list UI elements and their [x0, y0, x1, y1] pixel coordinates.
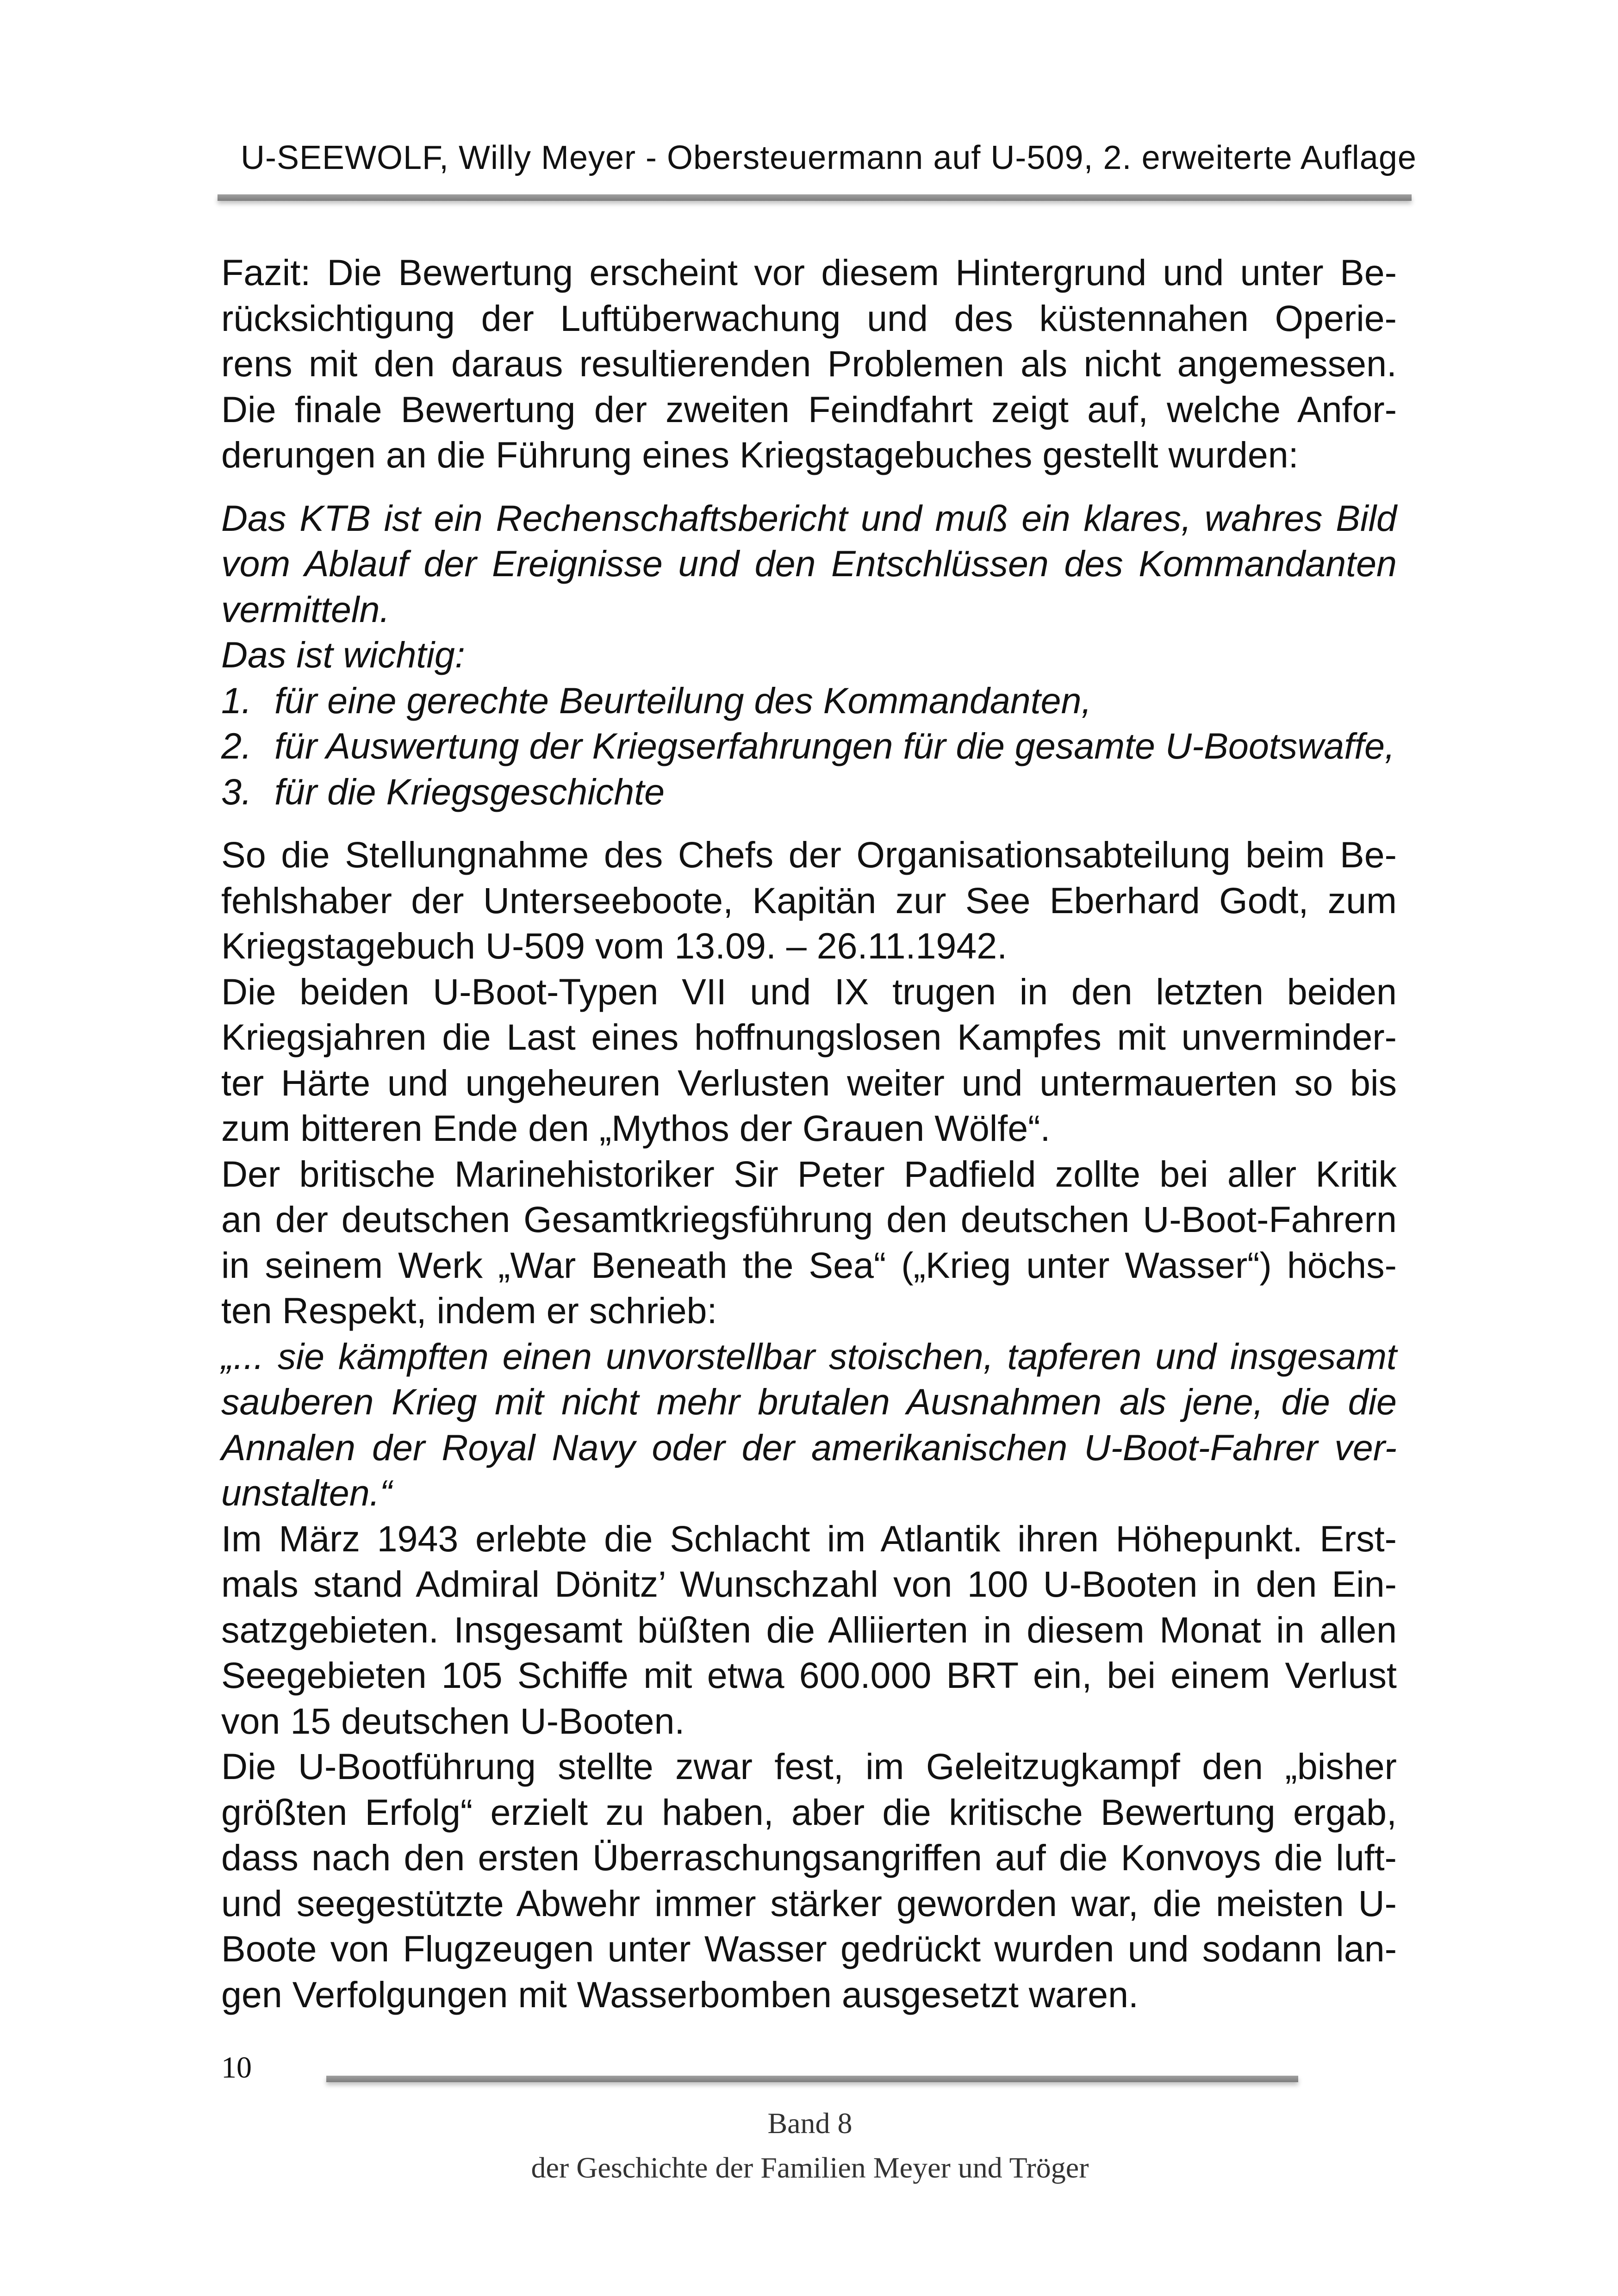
text-line: derungen an die Führung eines Kriegstagebuches gestellt wurden:: [221, 434, 1299, 475]
list-item: [221, 723, 1397, 769]
footer-series: der Geschichte der Familien Meyer und Tröger: [531, 2151, 1089, 2184]
text-line: gen Verfolgungen mit Wasserbomben ausgesetzt waren.: [221, 1973, 1139, 2015]
text-line: dass nach den ersten Überraschungsangriffen auf die Konvoys die luft-: [221, 1837, 1397, 1878]
text-line: zum bitteren Ende den „Mythos der Grauen Wölfe“.: [221, 1108, 1051, 1149]
text-line: Die beiden U-Boot-Typen VII und IX trugen in den letzten beiden: [221, 971, 1397, 1012]
quote-line: unstalten.“: [221, 1472, 392, 1513]
text-line: an der deutschen Gesamtkriegsführung den deutschen U-Boot-Fahrern: [221, 1199, 1397, 1240]
text-line: Fazit: Die Bewertung erscheint vor diesem Hintergrund und unter Be-: [221, 252, 1397, 293]
quote-line: vermitteln.: [221, 588, 390, 630]
list-number: 3.: [221, 771, 252, 812]
list-text: für Auswertung der Kriegserfahrungen für die gesamte U-Bootswaffe,: [274, 725, 1395, 766]
quote-line: sauberen Krieg mit nicht mehr brutalen Ausnahmen als jene, die die: [221, 1381, 1397, 1422]
quote-lead: Das ist wichtig:: [221, 634, 465, 675]
text-line: Kriegsjahren die Last eines hoffnungslosen Kampfes mit unverminder-: [221, 1016, 1397, 1058]
text-line: rens mit den daraus resultierenden Problemen als nicht angemessen.: [221, 343, 1397, 384]
text-line: Kriegstagebuch U-509 vom 13.09. – 26.11.1942.: [221, 925, 1008, 966]
header-divider: [218, 194, 1412, 201]
running-header: U-SEEWOLF, Willy Meyer - Obersteuermann auf U-509, 2. erweiterte Auflage: [241, 139, 1417, 176]
text-line: rücksichtigung der Luftüberwachung und des küstennahen Operie-: [221, 297, 1397, 339]
quote-line: Das KTB ist ein Rechenschaftsbericht und muß ein klares, wahres Bild: [221, 497, 1397, 539]
text-line: satzgebieten. Insgesamt büßten die Alliierten in diesem Monat in allen: [221, 1609, 1397, 1650]
page-number: 10: [221, 2051, 252, 2084]
list-text: für eine gerechte Beurteilung des Kommandanten,: [274, 679, 1092, 721]
text-line: von 15 deutschen U-Booten.: [221, 1700, 685, 1742]
quote-line: „... sie kämpften einen unvorstellbar stoischen, tapferen und insgesamt: [221, 1335, 1397, 1377]
text-line: ten Respekt, indem er schrieb:: [221, 1290, 717, 1331]
text-line: und seegestützte Abwehr immer stärker geworden war, die meisten U-: [221, 1882, 1397, 1924]
text-line: größten Erfolg“ erzielt zu haben, aber die kritische Bewertung ergab,: [221, 1791, 1397, 1833]
quote-line: Annalen der Royal Navy oder der amerikanischen U-Boot-Fahrer ver-: [221, 1426, 1397, 1468]
text-line: in seinem Werk „War Beneath the Sea“ („Krieg unter Wasser“) höchs-: [221, 1244, 1397, 1286]
text-line: fehlshaber der Unterseeboote, Kapitän zur See Eberhard Godt, zum: [221, 879, 1397, 921]
text-line: Der britische Marinehistoriker Sir Peter Padfield zollte bei aller Kritik: [221, 1153, 1397, 1195]
page-body: [221, 250, 1397, 2017]
text-line: mals stand Admiral Dönitz’ Wunschzahl von 100 U-Booten in den Ein-: [221, 1563, 1397, 1605]
paragraph-group-main: [221, 832, 1397, 2017]
footer-divider: [326, 2076, 1298, 2082]
text-line: Die finale Bewertung der zweiten Feindfahrt zeigt auf, welche Anfor-: [221, 388, 1397, 430]
list-text: für die Kriegsgeschichte: [274, 771, 665, 812]
text-line: Boote von Flugzeugen unter Wasser gedrückt wurden und sodann lan-: [221, 1928, 1397, 1969]
footer: [324, 2101, 1296, 2190]
text-line: ter Härte und ungeheuren Verlusten weiter und untermauerten so bis: [221, 1062, 1397, 1103]
list-item: [221, 678, 1397, 724]
text-line: Die U-Bootführung stellte zwar fest, im Geleitzugkampf den „bisher: [221, 1746, 1397, 1787]
list-number: 2.: [221, 725, 252, 766]
paragraph-fazit: [221, 250, 1397, 478]
quote-ktb: [221, 496, 1397, 815]
text-line: Seegebieten 105 Schiffe mit etwa 600.000 BRT ein, bei einem Verlust: [221, 1655, 1397, 1696]
text-line: So die Stellungnahme des Chefs der Organisationsabteilung beim Be-: [221, 834, 1397, 875]
quote-line: vom Ablauf der Ereignisse und den Entschlüssen des Kommandanten: [221, 543, 1397, 584]
text-line: Im März 1943 erlebte die Schlacht im Atlantik ihren Höhepunkt. Erst-: [221, 1518, 1397, 1559]
list-item: [221, 769, 1397, 815]
footer-volume: Band 8: [767, 2107, 853, 2140]
list-number: 1.: [221, 679, 252, 721]
